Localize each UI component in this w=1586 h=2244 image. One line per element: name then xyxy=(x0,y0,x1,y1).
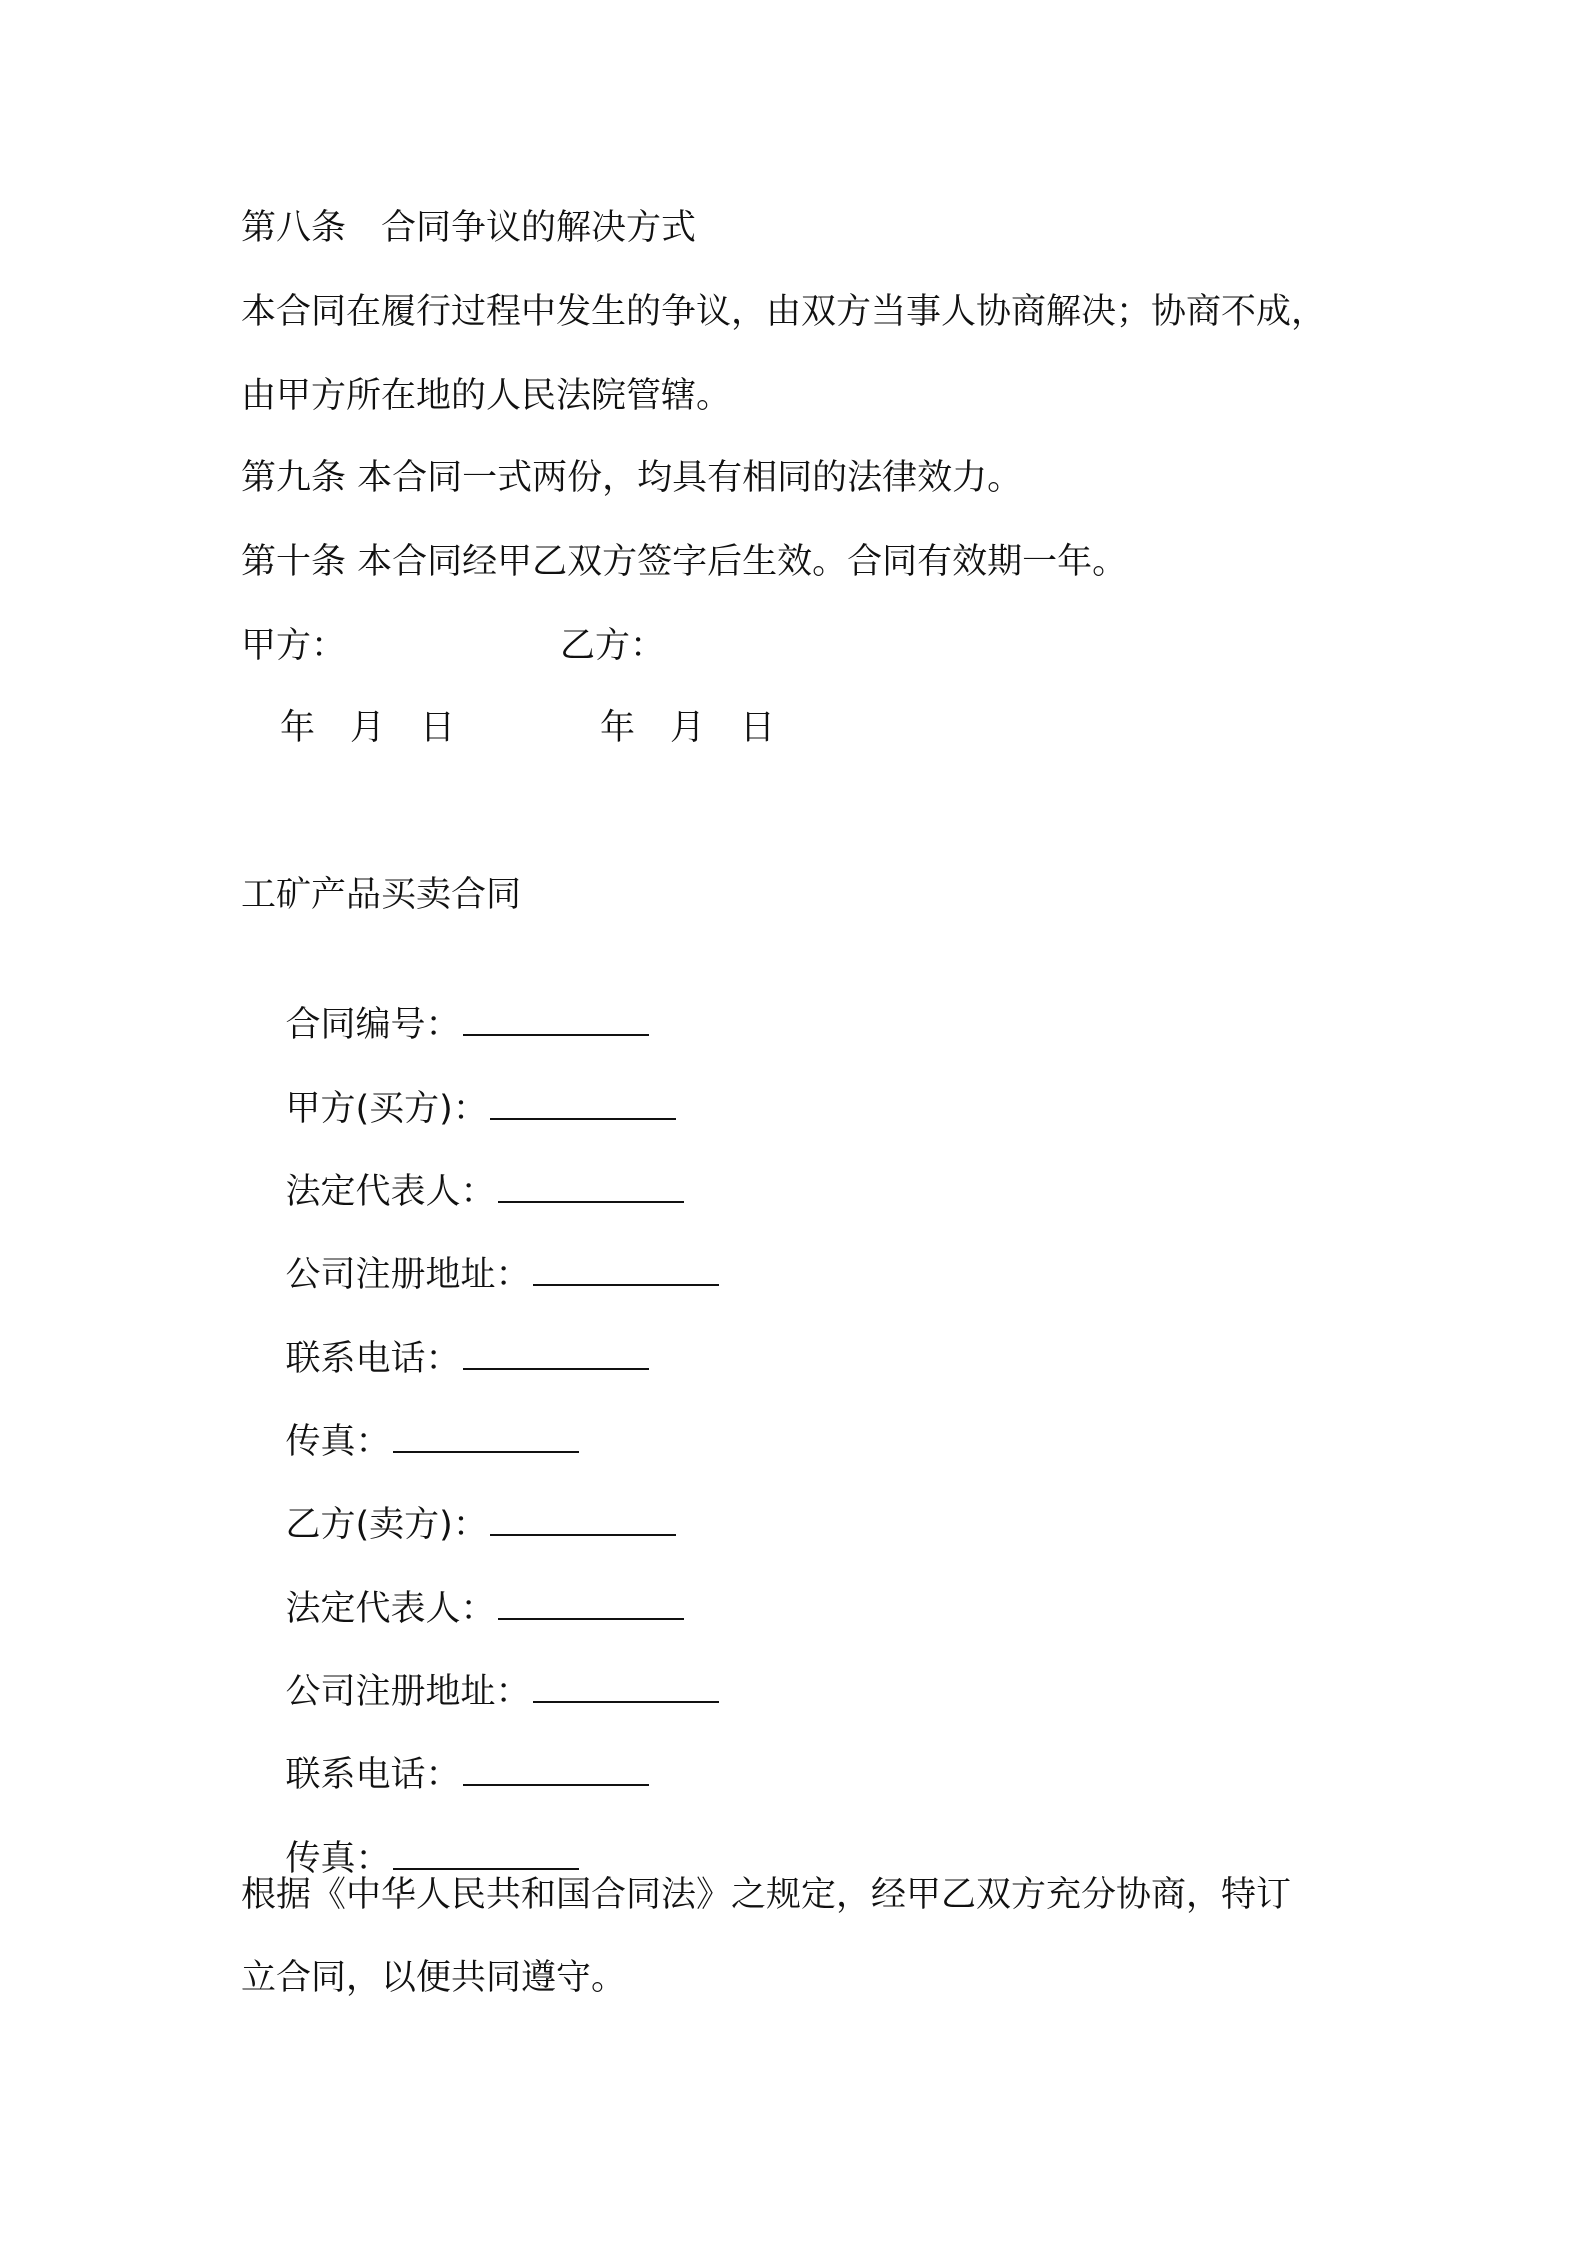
field-label: 公司注册地址： xyxy=(285,1672,531,1712)
section-9: 第九条 本合同一式两份，均具有相同的法律效力。 xyxy=(241,458,1023,498)
field-label: 传真： xyxy=(285,1839,391,1879)
blank-line xyxy=(490,1084,676,1120)
blank-line xyxy=(463,1334,649,1370)
field-label: 法定代表人： xyxy=(285,1589,496,1629)
field-label: 联系电话： xyxy=(285,1339,461,1379)
preamble-line-2: 立合同，以便共同遵守。 xyxy=(241,1958,627,1998)
blank-line xyxy=(498,1167,684,1203)
blank-line xyxy=(533,1250,719,1286)
field-label: 传真： xyxy=(285,1422,391,1462)
field-label: 公司注册地址： xyxy=(285,1255,531,1295)
section-8-body-line-1: 本合同在履行过程中发生的争议，由双方当事人协商解决；协商不成， xyxy=(241,292,1327,332)
contract-title: 工矿产品买卖合同 xyxy=(241,875,522,915)
party-b-date: 年 月 日 xyxy=(600,708,776,748)
blank-line xyxy=(463,1000,649,1036)
field-label: 合同编号： xyxy=(285,1005,461,1045)
party-a-signature-label: 甲方： xyxy=(241,626,347,666)
blank-line xyxy=(393,1417,579,1453)
blank-line xyxy=(533,1667,719,1703)
preamble-line-1: 根据《中华人民共和国合同法》之规定，经甲乙双方充分协商，特订 xyxy=(241,1875,1292,1915)
field-label: 甲方(买方)： xyxy=(285,1089,488,1129)
party-b-signature-label: 乙方： xyxy=(560,626,666,666)
section-10: 第十条 本合同经甲乙双方签字后生效。合同有效期一年。 xyxy=(241,542,1128,582)
field-label: 联系电话： xyxy=(285,1755,461,1795)
party-a-date: 年 月 日 xyxy=(280,708,456,748)
blank-line xyxy=(393,1834,579,1870)
field-label: 乙方(卖方)： xyxy=(285,1505,488,1545)
field-label: 法定代表人： xyxy=(285,1172,496,1212)
section-8-title: 第八条 合同争议的解决方式 xyxy=(241,208,697,248)
blank-line xyxy=(490,1500,676,1536)
blank-line xyxy=(463,1750,649,1786)
blank-line xyxy=(498,1584,684,1620)
section-8-body-line-2: 由甲方所在地的人民法院管辖。 xyxy=(241,376,732,416)
